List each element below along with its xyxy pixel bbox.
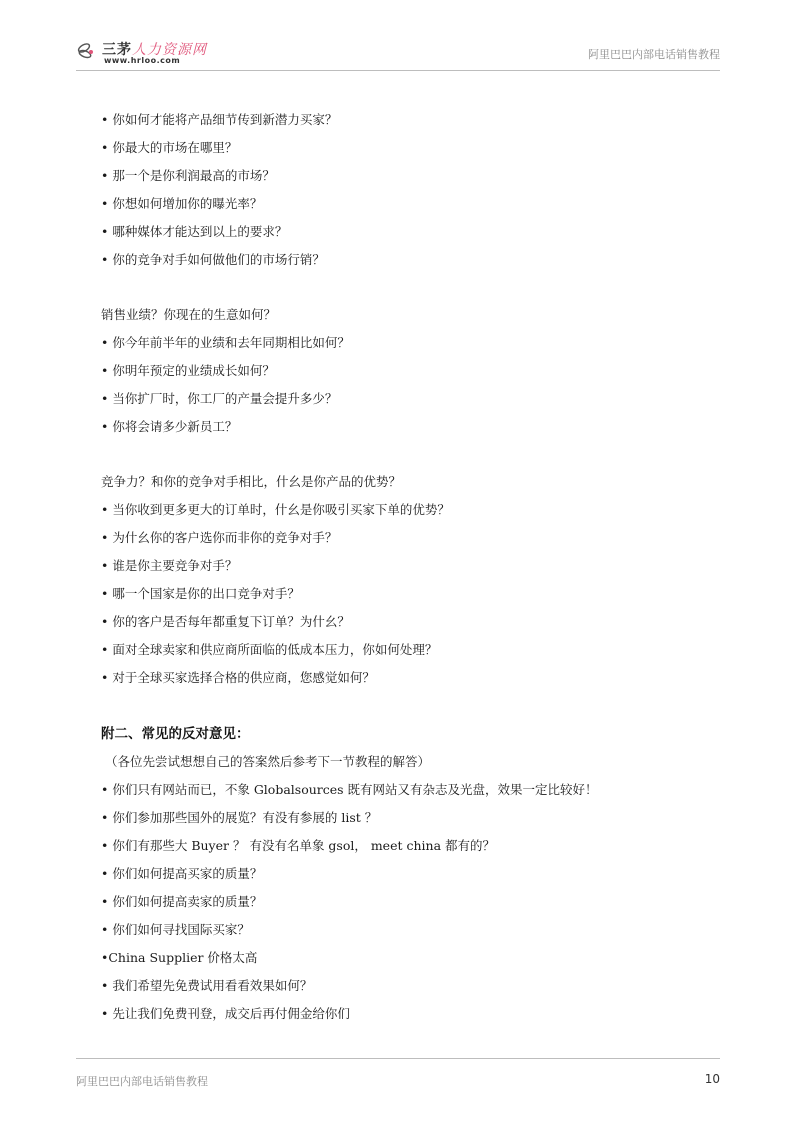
list-item: • 你们如何提高卖家的质量？ — [101, 894, 263, 909]
list-item: • 面对全球卖家和供应商所面临的低成本压力，你如何处理？ — [101, 642, 438, 657]
section-sales-performance — [101, 305, 731, 445]
logo-url: www.hrloo.com — [104, 56, 181, 65]
list-item: • 你们如何提高买家的质量？ — [101, 866, 263, 881]
list-item: • 你如何才能将产品细节传到新潜力买家？ — [101, 112, 338, 127]
page-header — [76, 34, 720, 71]
spacer — [101, 278, 731, 305]
logo-text-black: 三茅 — [102, 42, 132, 58]
list-item: • 对于全球买家选择合格的供应商，您感觉如何？ — [101, 670, 375, 685]
list-item: • 我们希望先免费试用看看效果如何？ — [101, 978, 313, 993]
list-item: • 你明年预定的业绩成长如何？ — [101, 363, 275, 378]
section-title: 销售业绩？你现在的生意如何？ — [101, 307, 277, 322]
document-body — [101, 110, 731, 1032]
spacer — [101, 696, 731, 724]
list-item: • 谁是你主要竞争对手？ — [101, 558, 238, 573]
list-item: • 你们参加那些国外的展览？有没有参展的 list ？ — [101, 810, 378, 825]
list-item: • 你想如何增加你的曝光率？ — [101, 196, 263, 211]
list-item: • 你们如何寻找国际买家？ — [101, 922, 250, 937]
header-title: 阿里巴巴内部电话销售教程 — [588, 48, 720, 61]
list-item: • 为什幺你的客户选你而非你的竞争对手？ — [101, 530, 338, 545]
section-competitiveness — [101, 472, 731, 696]
spacer — [101, 445, 731, 472]
appendix-note: （各位先尝试想想自己的答案然后参考下一节教程的解答） — [105, 754, 431, 769]
list-item: • 你的客户是否每年都重复下订单？为什幺？ — [101, 614, 350, 629]
list-item: • 当你扩厂时，你工厂的产量会提升多少？ — [101, 391, 338, 406]
list-item: • 哪一个国家是你的出口竞争对手？ — [101, 586, 300, 601]
flower-logo-icon — [76, 36, 102, 62]
list-item: • 你们有那些大 Buyer ？ 有没有名单象 gsol， meet china 都有的？ — [101, 838, 495, 853]
list-item: • 你们只有网站而已，不象 Globalsources 既有网站又有杂志及光盘，效果一定比较好！ — [101, 782, 598, 797]
list-item: • 你今年前半年的业绩和去年同期相比如何？ — [101, 335, 350, 350]
list-item: • 那一个是你利润最高的市场？ — [101, 168, 275, 183]
section-objections — [101, 724, 731, 1032]
hrloo-logo — [76, 36, 236, 66]
list-item: • 你最大的市场在哪里？ — [101, 140, 238, 155]
page-number: 10 — [704, 1072, 720, 1086]
logo-text-pink: 人力资源网 — [132, 42, 207, 58]
list-item: • 先让我们免费刊登，成交后再付佣金给你们 — [101, 1006, 350, 1021]
section-marketing-questions — [101, 110, 731, 278]
appendix-heading: 附二、常见的反对意见： — [101, 726, 250, 742]
footer-title: 阿里巴巴内部电话销售教程 — [76, 1075, 208, 1088]
list-item: • 当你收到更多更大的订单时，什幺是你吸引买家下单的优势？ — [101, 502, 450, 517]
page-footer — [76, 1058, 720, 1089]
list-item: •China Supplier 价格太高 — [101, 950, 258, 965]
list-item: • 哪种媒体才能达到以上的要求？ — [101, 224, 288, 239]
list-item: • 你将会请多少新员工？ — [101, 419, 238, 434]
section-title: 竞争力？和你的竞争对手相比，什幺是你产品的优势？ — [101, 474, 402, 489]
list-item: • 你的竞争对手如何做他们的市场行销？ — [101, 252, 325, 267]
